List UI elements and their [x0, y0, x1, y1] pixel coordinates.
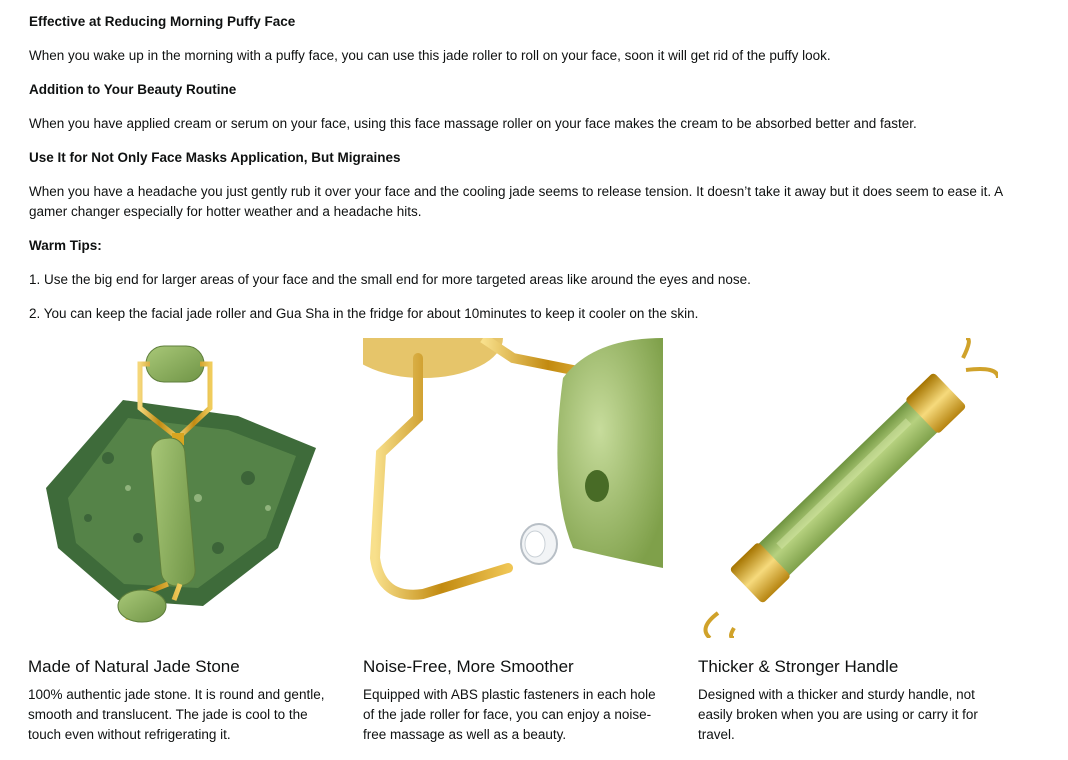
section-heading-beauty-routine: Addition to Your Beauty Routine	[29, 82, 237, 97]
handle-closeup-image	[698, 338, 998, 638]
section-text-beauty-routine: When you have applied cream or serum on your face, using this face massage roller on your face makes the cream to be absorbed better and faster.	[29, 116, 917, 131]
feature-card-noise-free	[363, 338, 663, 742]
jade-roller-image	[28, 338, 328, 638]
feature-title: Noise-Free, More Smoother	[363, 657, 574, 676]
warm-tip-2: 2. You can keep the facial jade roller and Gua Sha in the fridge for about 10minutes to keep it cooler on the skin.	[29, 306, 699, 321]
feature-text: Equipped with ABS plastic fasteners in each hole of the jade roller for face, you can enjoy a noise-free massage as well as a beauty.	[363, 687, 656, 742]
feature-card-handle	[698, 338, 998, 742]
warm-tips-heading: Warm Tips:	[29, 238, 102, 253]
feature-text: Designed with a thicker and sturdy handle, not easily broken when you are using or carry it for travel.	[698, 687, 978, 742]
warm-tip-1: 1. Use the big end for larger areas of your face and the small end for more targeted areas like around the eyes and nose.	[29, 272, 751, 287]
roller-closeup-image	[363, 338, 663, 638]
section-text-migraines: When you have a headache you just gently rub it over your face and the cooling jade seems to release tension. It doesn’t take it away but it does seem to ease it. A gamer changer especially for hotter weather and a headache hits.	[29, 184, 1003, 219]
feature-text: 100% authentic jade stone. It is round and gentle, smooth and translucent. The jade is cool to the touch even without refrigerating it.	[28, 687, 325, 742]
feature-title: Thicker & Stronger Handle	[698, 657, 899, 676]
section-text-puffy-face: When you wake up in the morning with a puffy face, you can use this jade roller to roll on your face, soon it will get rid of the puffy look.	[29, 48, 831, 63]
section-heading-migraines: Use It for Not Only Face Masks Application, But Migraines	[29, 150, 401, 165]
feature-title: Made of Natural Jade Stone	[28, 657, 240, 676]
product-description	[29, 12, 1029, 338]
feature-card-natural-jade	[28, 338, 328, 742]
section-heading-puffy-face: Effective at Reducing Morning Puffy Face	[29, 14, 296, 29]
